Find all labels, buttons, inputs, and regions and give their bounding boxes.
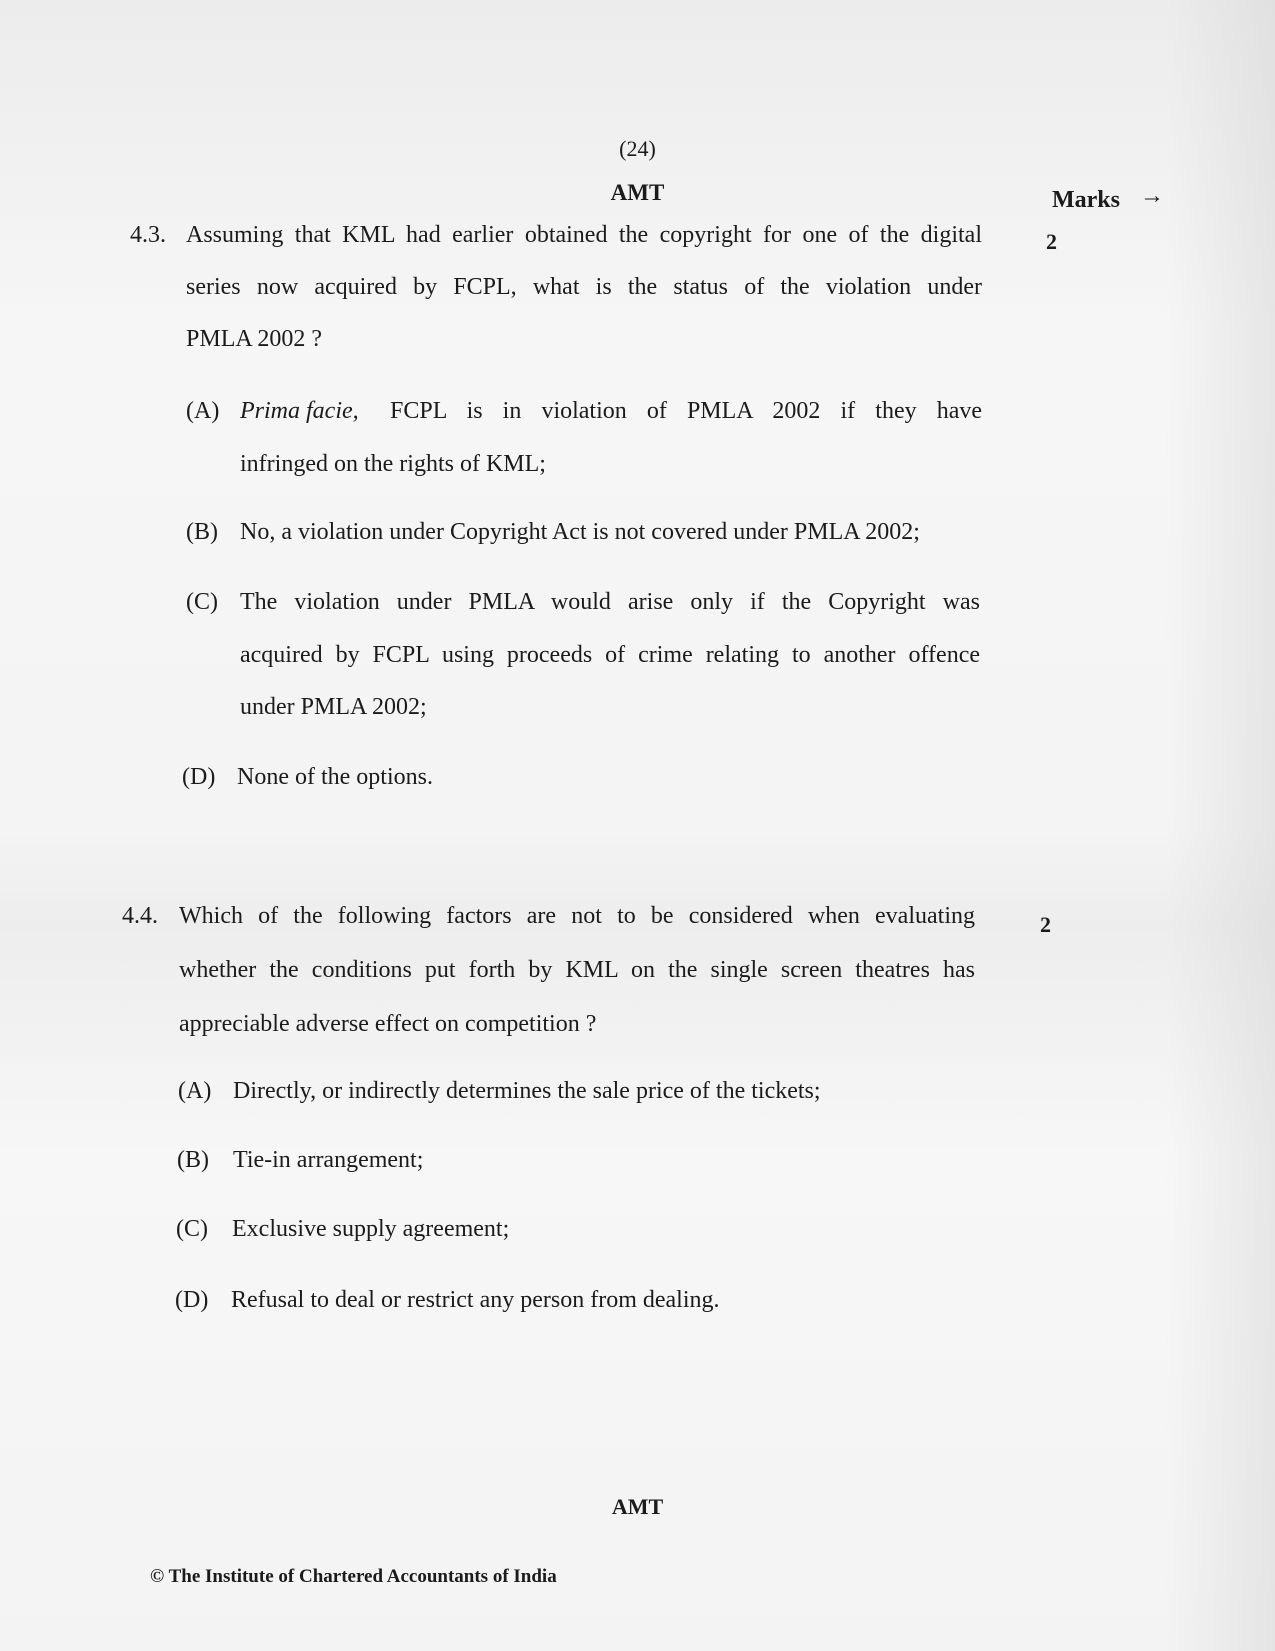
option-text-line: No, a violation under Copyright Act is not covered under PMLA 2002; xyxy=(240,519,920,545)
option-text-line: infringed on the rights of KML; xyxy=(240,451,546,477)
option-label: (A) xyxy=(178,1078,212,1104)
option-text-line: Tie-in arrangement; xyxy=(233,1147,424,1173)
marks-column-label: Marks xyxy=(1052,187,1120,213)
option-label: (B) xyxy=(186,519,218,545)
option-label: (A) xyxy=(186,398,220,424)
question-text-line: series now acquired by FCPL, what is the status of the violation under xyxy=(186,274,982,300)
copyright-notice: © The Institute of Chartered Accountants of India xyxy=(150,1566,557,1587)
option-text-line: Exclusive supply agreement; xyxy=(232,1216,510,1242)
question-text-line: appreciable adverse effect on competition ? xyxy=(179,1011,597,1037)
question-marks: 2 xyxy=(1040,912,1051,937)
question-number: 4.3. xyxy=(130,222,166,248)
header-code: AMT xyxy=(610,180,665,205)
option-text-line: None of the options. xyxy=(237,764,433,790)
question-text-line: Which of the following factors are not to be considered when evaluating xyxy=(179,903,975,929)
option-label: (D) xyxy=(182,764,216,790)
question-marks: 2 xyxy=(1046,229,1057,254)
option-text-line: Refusal to deal or restrict any person from dealing. xyxy=(231,1287,720,1313)
arrow-icon: → xyxy=(1140,183,1164,209)
option-label: (B) xyxy=(177,1147,209,1173)
option-label: (D) xyxy=(175,1287,209,1313)
question-text-line: Assuming that KML had earlier obtained the copyright for one of the digital xyxy=(186,222,982,248)
option-text-line: acquired by FCPL using proceeds of crime relating to another offence xyxy=(240,642,980,668)
question-text-line: whether the conditions put forth by KML on the single screen theatres has xyxy=(179,957,975,983)
option-text-line: FCPL is in violation of PMLA 2002 if they have xyxy=(390,398,982,424)
scan-edge-shadow xyxy=(1165,0,1275,1651)
page-number: (24) xyxy=(619,136,656,161)
option-italic-text: Prima facie, xyxy=(240,398,359,424)
question-text-line: PMLA 2002 ? xyxy=(186,326,323,352)
footer-code: AMT xyxy=(611,1494,664,1519)
option-text-line: The violation under PMLA would arise only if the Copyright was xyxy=(240,589,980,615)
question-number: 4.4. xyxy=(122,903,158,929)
option-text-line: under PMLA 2002; xyxy=(240,694,427,720)
option-label: (C) xyxy=(176,1216,208,1242)
option-text-line: Directly, or indirectly determines the sale price of the tickets; xyxy=(233,1078,821,1104)
option-label: (C) xyxy=(186,589,218,615)
